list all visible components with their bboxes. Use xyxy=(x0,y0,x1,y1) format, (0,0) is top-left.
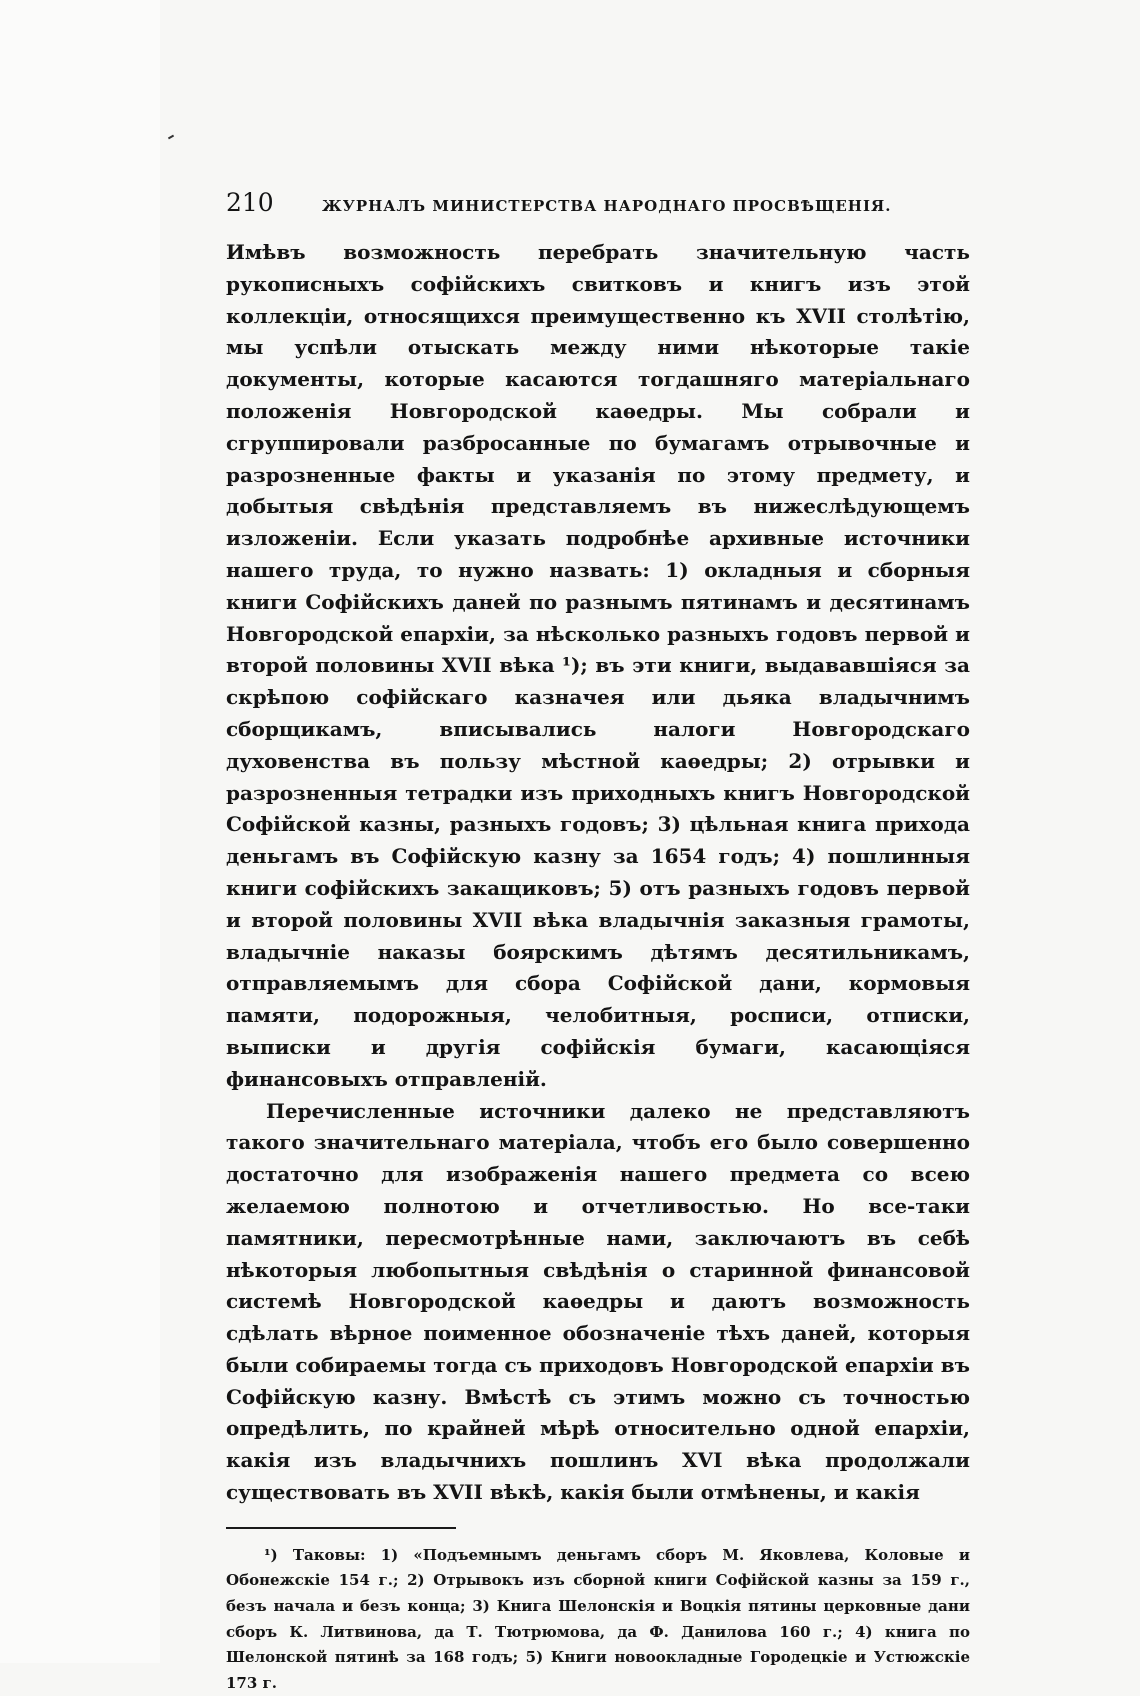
footnote: ¹) Таковы: 1) «Подъемнымъ деньгамъ сборъ М. Яковлева, Коловые и Обонежскіе 154 г.; 2) Отрывокъ изъ сборной книги Софійской казны за 159 г., безъ начала и безъ конца; 3) Книга Шелонскія и Воцкія пятины церковные дани сборъ К. Литвинова, да Т. Тютрюмова, да Ф. Данилова 160 г.; 4) книга по Шелонской пятинѣ за 168 годъ; 5) Книги новоокладные Городецкіе и Устюжскіе 173 г. xyxy=(226,1545,970,1692)
paragraph-1: Имѣвъ возможность перебрать значительную часть рукописныхъ софійскихъ свитковъ и книгъ изъ этой коллекціи, относящихся преимущественно къ XVII столѣтію, мы успѣли отыскать между ними нѣкоторые такіе документы, которые касаются тогдашняго матеріальнаго положенія Новгородской каѳедры. Мы собрали и сгруппировали разбросанные по бумагамъ отрывочные и разрозненные факты и указанія по этому предмету, и добытыя свѣдѣнія представляемъ въ нижеслѣдующемъ изложеніи. Если указать подробнѣе архивные источники нашего труда, то нужно назвать: 1) окладныя и сборныя книги Софійскихъ даней по разнымъ пятинамъ и десятинамъ Новгородской епархіи, за нѣсколько разныхъ годовъ первой и второй половины XVII вѣка ¹); въ эти книги, выдававшіяся за скрѣпою софійскаго казначея или дьяка владычнимъ сборщикамъ, вписывались налоги Новгородскаго духовенства въ пользу мѣстной каѳедры; 2) отрывки и разрозненныя тетрадки изъ приходныхъ книгъ Новгородской Софійской казны, разныхъ годовъ; 3) цѣльная книга прихода деньгамъ въ Софійскую казну за 1654 годъ; 4) пошлинныя книги софійскихъ закащиковъ; 5) отъ разныхъ годовъ первой и второй половины XVII вѣка владычнія заказныя грамоты, владычніе наказы боярскимъ дѣтямъ десятильникамъ, отправляемымъ для сбора Софійской дани, кормовыя памяти, подорожныя, челобитныя, росписи, отписки, выписки и другія софійскія бумаги, касающіяся финансовыхъ отправленій. xyxy=(226,240,970,1091)
running-title: ЖУРНАЛЪ МИНИСТЕРСТВА НАРОДНАГО ПРОСВѢЩЕНІЯ. xyxy=(322,197,892,215)
document-page xyxy=(226,188,970,1696)
paragraph-2: Перечисленные источники далеко не представляютъ такого значительнаго матеріала, чтобъ его было совершенно достаточно для изображенія нашего предмета со всею желаемою полнотою и отчетливостью. Но все-таки памятники, пересмотрѣнные нами, заключаютъ въ себѣ нѣкоторыя любопытныя свѣдѣнія о старинной финансовой системѣ Новгородской каѳедры и даютъ возможность сдѣлать вѣрное поименное обозначеніе тѣхъ даней, которыя были собираемы тогда съ приходовъ Новгородской епархіи въ Софійскую казну. Вмѣстѣ съ этимъ можно съ точностью опредѣлить, по крайней мѣрѣ относительно одной епархіи, какія изъ владычнихъ пошлинъ XVI вѣка продолжали существовать въ XVII вѣкѣ, какія были отмѣнены, и какія xyxy=(226,1098,970,1505)
page-number: 210 xyxy=(226,188,274,217)
body-text xyxy=(226,237,970,1509)
page-header xyxy=(226,188,970,217)
scan-speck xyxy=(168,135,174,140)
footnote-rule xyxy=(226,1527,456,1529)
scan-margin xyxy=(0,0,160,1663)
